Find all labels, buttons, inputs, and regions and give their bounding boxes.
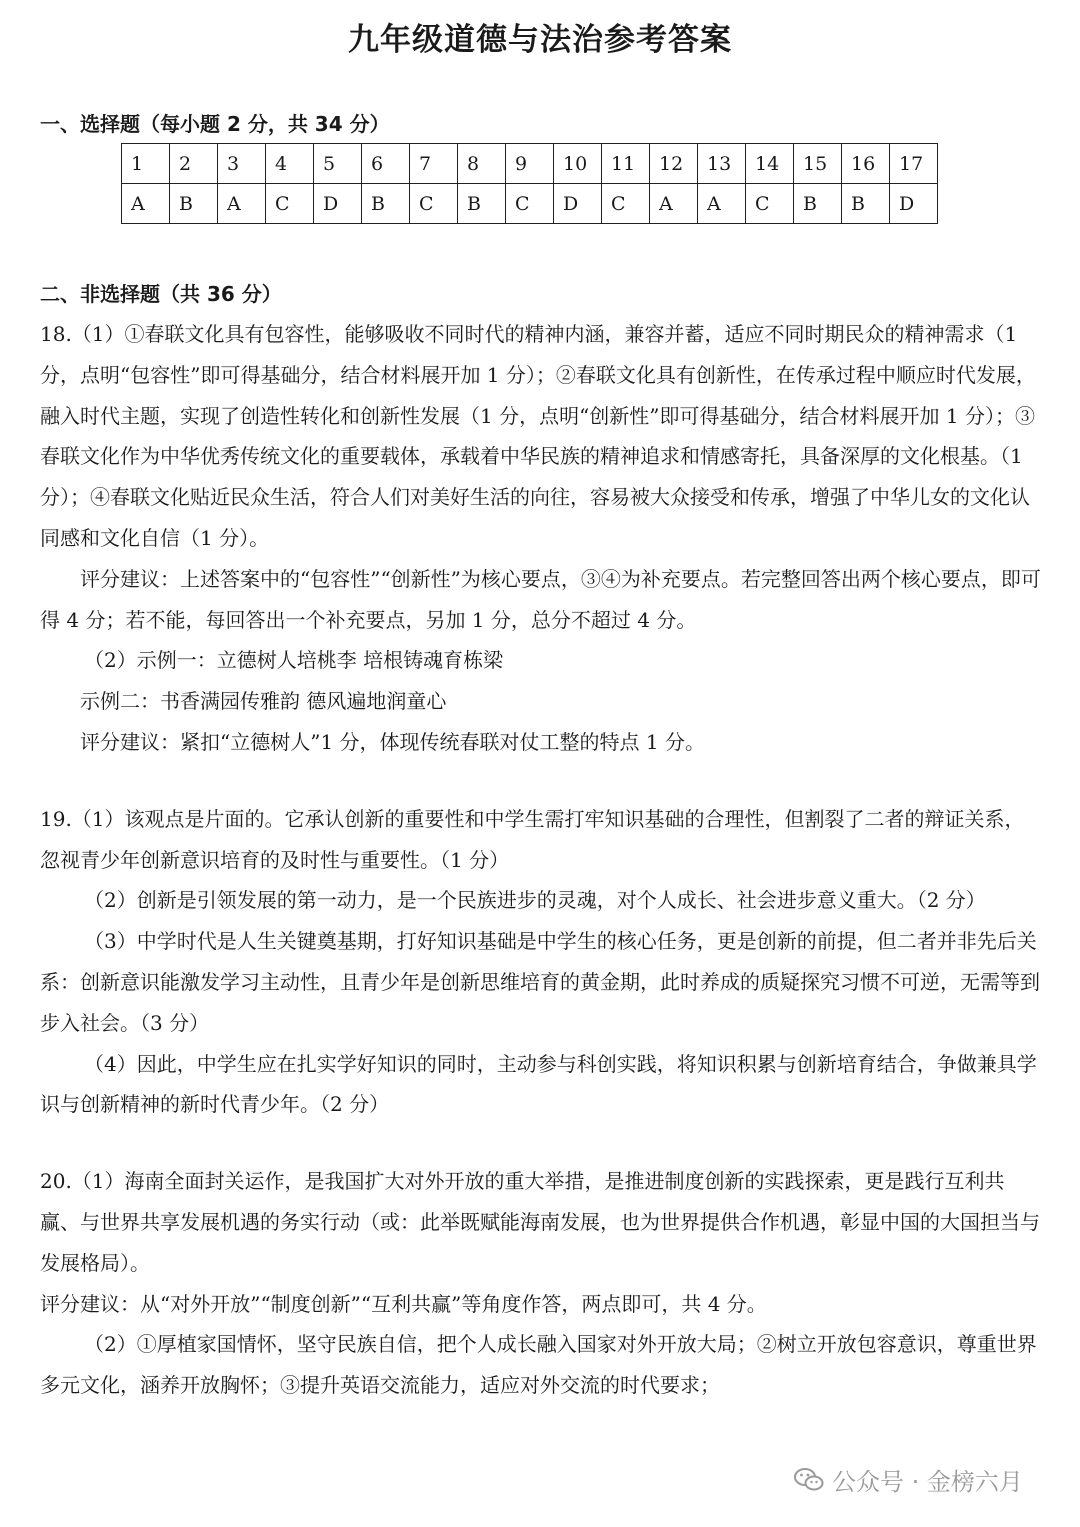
answer-cell: C bbox=[410, 184, 458, 224]
q19-part4: （4）因此，中学生应在扎实学好知识的同时，主动参与科创实践，将知识积累与创新培育结合，争做兼具学识与创新精神的新时代青少年。（2 分） bbox=[40, 1051, 1037, 1117]
section-1-heading: 一、选择题（每小题 2 分，共 34 分） bbox=[40, 112, 390, 136]
q19-part2: （2）创新是引领发展的第一动力，是一个民族进步的灵魂，对个人成长、社会进步意义重大。（2 分） bbox=[84, 888, 986, 913]
q18-example-2: 示例二：书香满园传雅韵 德风遍地润童心 bbox=[80, 689, 447, 714]
answer-cell: D bbox=[314, 184, 362, 224]
q18-scoring-note: 评分建议：上述答案中的“包容性”“创新性”为核心要点，③④为补充要点。若完整回答出两个核心要点，即可得 4 分；若不能，每回答出一个补充要点，另加 1 分，总分不超过 4 分。 bbox=[40, 566, 1041, 632]
page-title: 九年级道德与法治参考答案 bbox=[348, 22, 732, 58]
answer-cell: B bbox=[458, 184, 506, 224]
answer-cell: A bbox=[650, 184, 698, 224]
answer-cell: A bbox=[218, 184, 266, 224]
question-number-cell: 9 bbox=[506, 144, 554, 184]
question-number-cell: 14 bbox=[746, 144, 794, 184]
q20-part1: 20.（1）海南全面封关运作，是我国扩大对外开放的重大举措，是推进制度创新的实践探索，更是践行互利共赢、与世界共享发展机遇的务实行动（或：此举既赋能海南发展，也为世界提供合作机遇，彰显中国的大国担当与发展格局）。 bbox=[40, 1169, 1040, 1275]
watermark-text: 公众号 · 金榜六月 bbox=[832, 1468, 1023, 1496]
answer-cell: B bbox=[362, 184, 410, 224]
answer-cell: D bbox=[554, 184, 602, 224]
q20-part2: （2）①厚植家国情怀，坚守民族自信，把个人成长融入国家对外开放大局；②树立开放包容意识，尊重世界多元文化，涵养开放胸怀；③提升英语交流能力，适应对外交流的时代要求； bbox=[40, 1332, 1037, 1398]
answer-cell: D bbox=[890, 184, 938, 224]
question-number-cell: 2 bbox=[170, 144, 218, 184]
q20-scoring-note: 评分建议：从“对外开放”“制度创新”“互利共赢”等角度作答，两点即可，共 4 分。 bbox=[40, 1291, 767, 1316]
answer-cell: B bbox=[842, 184, 890, 224]
answer-table bbox=[121, 143, 938, 224]
question-number-cell: 5 bbox=[314, 144, 362, 184]
answer-table-number-row bbox=[122, 144, 938, 184]
question-number-cell: 11 bbox=[602, 144, 650, 184]
question-number-cell: 3 bbox=[218, 144, 266, 184]
answer-table-answer-row bbox=[122, 184, 938, 224]
answer-cell: C bbox=[746, 184, 794, 224]
q18-part2: （2）示例一：立德树人培桃李 培根铸魂育栋梁 bbox=[84, 648, 504, 673]
question-number-cell: 17 bbox=[890, 144, 938, 184]
q19-part1: 19.（1）该观点是片面的。它承认创新的重要性和中学生需打牢知识基础的合理性，但割裂了二者的辩证关系，忽视青少年创新意识培育的及时性与重要性。（1 分） bbox=[40, 806, 1025, 872]
q18-scoring-note-2: 评分建议：紧扣“立德树人”1 分，体现传统春联对仗工整的特点 1 分。 bbox=[80, 729, 705, 754]
answer-cell: A bbox=[698, 184, 746, 224]
section-2-heading: 二、非选择题（共 36 分） bbox=[40, 282, 282, 306]
answer-cell: A bbox=[122, 184, 170, 224]
question-number-cell: 8 bbox=[458, 144, 506, 184]
answer-cell: C bbox=[266, 184, 314, 224]
wechat-icon bbox=[794, 1467, 824, 1493]
question-number-cell: 13 bbox=[698, 144, 746, 184]
answer-cell: B bbox=[170, 184, 218, 224]
question-number-cell: 15 bbox=[794, 144, 842, 184]
q19-part3: （3）中学时代是人生关键奠基期，打好知识基础是中学生的核心任务，更是创新的前提，但二者并非先后关系：创新意识能激发学习主动性，且青少年是创新思维培育的黄金期，此时养成的质疑探究习惯不可逆，无需等到步入社会。（3 分） bbox=[40, 929, 1040, 1035]
answer-cell: C bbox=[506, 184, 554, 224]
answer-body bbox=[40, 314, 1044, 1406]
q18-part1: 18.（1）①春联文化具有包容性，能够吸收不同时代的精神内涵，兼容并蓄，适应不同时期民众的精神需求（1 分，点明“包容性”即可得基础分，结合材料展开加 1 分）；②春联文化具有创新性，在传承过程中顺应时代发展，融入时代主题，实现了创造性转化和创新性发展（1 分，点明“创新性”即可得基础分，结合材料展开加 1 分）；③春联文化作为中华优秀传统文化的重要载体，承载着中华民族的精神追求和情感寄托，具备深厚的文化根基。（1 分）；④春联文化贴近民众生活，符合人们对美好生活的向往，容易被大众接受和传承，增强了中华儿女的文化认同感和文化自信（1 分）。 bbox=[40, 322, 1036, 550]
answer-cell: C bbox=[602, 184, 650, 224]
question-number-cell: 10 bbox=[554, 144, 602, 184]
question-number-cell: 12 bbox=[650, 144, 698, 184]
question-number-cell: 16 bbox=[842, 144, 890, 184]
question-number-cell: 1 bbox=[122, 144, 170, 184]
question-number-cell: 7 bbox=[410, 144, 458, 184]
question-number-cell: 4 bbox=[266, 144, 314, 184]
question-number-cell: 6 bbox=[362, 144, 410, 184]
watermark bbox=[794, 1462, 1023, 1497]
answer-cell: B bbox=[794, 184, 842, 224]
